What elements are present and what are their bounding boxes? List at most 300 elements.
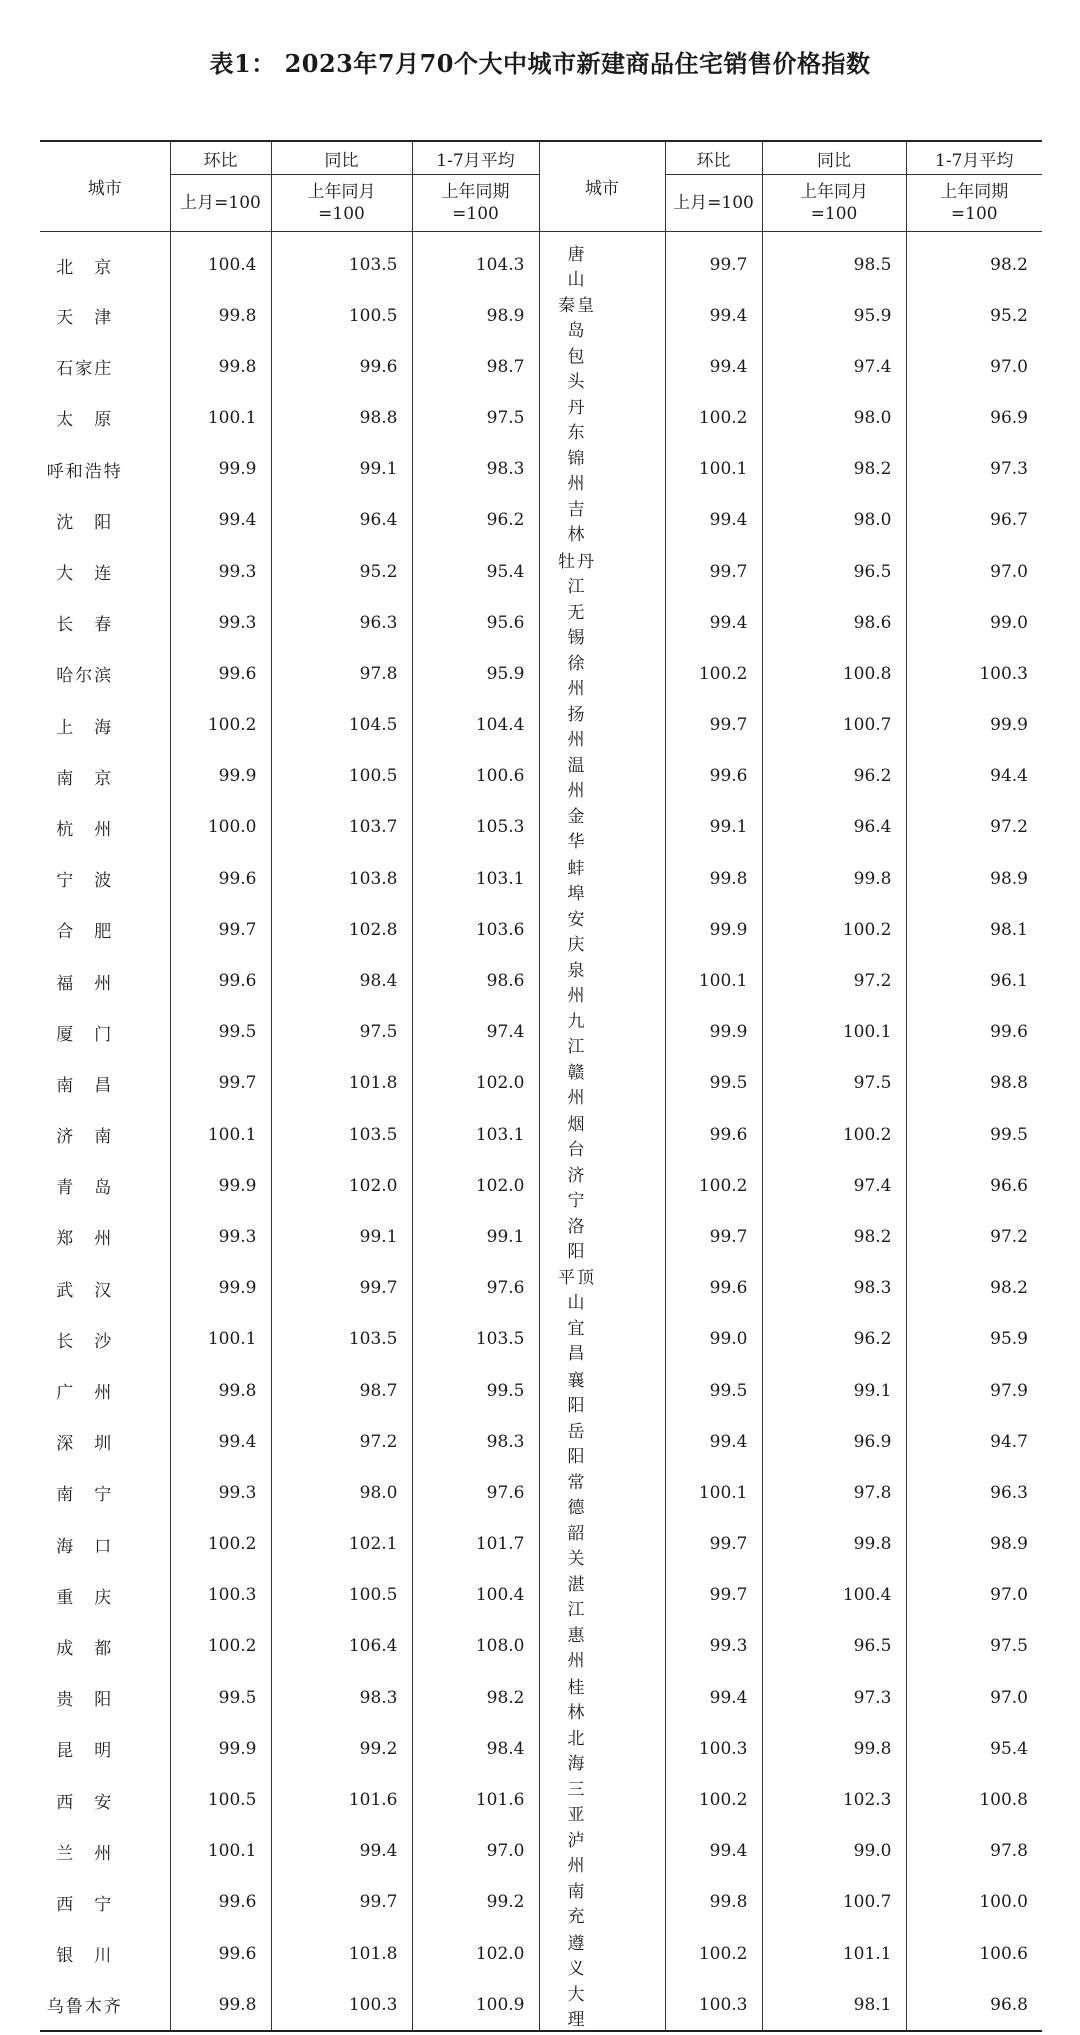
city-left-cell: 呼和浩特 bbox=[46, 461, 123, 482]
avg-header-left: 1-7月平均 bbox=[412, 141, 539, 175]
yoy-left-cell: 103.8 bbox=[271, 853, 412, 904]
table-row bbox=[40, 597, 1042, 648]
table-row bbox=[40, 1672, 1042, 1723]
city-left-cell: 济 南 bbox=[56, 1127, 114, 1148]
yoy-right-cell: 98.6 bbox=[762, 597, 906, 648]
yoy-left-cell: 100.5 bbox=[271, 751, 412, 802]
mom-left-cell: 100.5 bbox=[170, 1774, 271, 1825]
avg-left-cell: 98.2 bbox=[412, 1672, 539, 1723]
yoy-right-cell: 98.3 bbox=[762, 1263, 906, 1314]
yoy-header-right: 同比 bbox=[762, 141, 906, 175]
table-row bbox=[40, 1160, 1042, 1211]
avg-right-cell: 97.2 bbox=[906, 802, 1042, 853]
city-left-cell: 哈尔滨 bbox=[56, 666, 114, 687]
city-right-cell: 惠 州 bbox=[539, 1621, 665, 1672]
yoy-right-cell: 98.2 bbox=[762, 444, 906, 495]
mom-right-cell: 100.1 bbox=[665, 1467, 762, 1518]
table-row bbox=[40, 1570, 1042, 1621]
mom-right-cell: 99.6 bbox=[665, 1109, 762, 1160]
mom-base-left: 上月=100 bbox=[170, 175, 271, 232]
avg-right-cell: 97.3 bbox=[906, 444, 1042, 495]
mom-right-cell: 99.5 bbox=[665, 1365, 762, 1416]
mom-base-right: 上月=100 bbox=[665, 175, 762, 232]
mom-left-cell: 99.6 bbox=[170, 853, 271, 904]
yoy-left-cell: 100.3 bbox=[271, 1979, 412, 2031]
avg-left-cell: 95.6 bbox=[412, 597, 539, 648]
avg-right-cell: 97.0 bbox=[906, 341, 1042, 392]
yoy-right-cell: 100.2 bbox=[762, 1109, 906, 1160]
yoy-right-cell: 98.0 bbox=[762, 495, 906, 546]
yoy-right-cell: 100.2 bbox=[762, 904, 906, 955]
city-right-cell: 北 海 bbox=[539, 1723, 665, 1774]
city-right-cell: 桂 林 bbox=[539, 1672, 665, 1723]
yoy-left-cell: 101.6 bbox=[271, 1774, 412, 1825]
table-row bbox=[40, 700, 1042, 751]
avg-right-cell: 97.8 bbox=[906, 1826, 1042, 1877]
mom-left-cell: 99.4 bbox=[170, 1416, 271, 1467]
mom-left-cell: 99.7 bbox=[170, 1058, 271, 1109]
table-row bbox=[40, 232, 1042, 291]
city-left-cell: 深 圳 bbox=[56, 1434, 114, 1455]
city-left-cell: 西 宁 bbox=[56, 1894, 114, 1915]
yoy-right-cell: 96.5 bbox=[762, 1621, 906, 1672]
mom-right-cell: 99.4 bbox=[665, 290, 762, 341]
table-row bbox=[40, 853, 1042, 904]
city-right-cell: 扬 州 bbox=[539, 700, 665, 751]
mom-left-cell: 99.9 bbox=[170, 1723, 271, 1774]
yoy-left-cell: 99.6 bbox=[271, 341, 412, 392]
table-row bbox=[40, 290, 1042, 341]
city-left-cell: 宁 波 bbox=[56, 871, 114, 892]
avg-base-right: 上年同期 =100 bbox=[906, 175, 1042, 232]
avg-left-cell: 97.6 bbox=[412, 1467, 539, 1518]
avg-left-cell: 108.0 bbox=[412, 1621, 539, 1672]
table-row bbox=[40, 1928, 1042, 1979]
city-left-cell: 石家庄 bbox=[56, 359, 114, 380]
table-row bbox=[40, 1877, 1042, 1928]
table-row bbox=[40, 1519, 1042, 1570]
avg-right-cell: 97.9 bbox=[906, 1365, 1042, 1416]
yoy-left-cell: 98.4 bbox=[271, 955, 412, 1006]
table-row bbox=[40, 1826, 1042, 1877]
city-left-cell: 沈 阳 bbox=[56, 512, 114, 533]
city-left-cell: 天 津 bbox=[56, 308, 114, 329]
city-left-cell: 长 春 bbox=[56, 615, 114, 636]
yoy-left-cell: 103.5 bbox=[271, 1314, 412, 1365]
mom-right-cell: 100.1 bbox=[665, 444, 762, 495]
table-row bbox=[40, 495, 1042, 546]
table-row bbox=[40, 751, 1042, 802]
yoy-left-cell: 100.5 bbox=[271, 290, 412, 341]
avg-right-cell: 96.1 bbox=[906, 955, 1042, 1006]
mom-left-cell: 99.5 bbox=[170, 1007, 271, 1058]
city-left-cell: 福 州 bbox=[56, 973, 114, 994]
city-right-cell: 丹 东 bbox=[539, 392, 665, 443]
yoy-right-cell: 98.5 bbox=[762, 232, 906, 291]
yoy-right-cell: 96.2 bbox=[762, 751, 906, 802]
city-right-cell: 秦皇岛 bbox=[539, 290, 665, 341]
mom-left-cell: 100.1 bbox=[170, 1109, 271, 1160]
avg-left-cell: 103.1 bbox=[412, 1109, 539, 1160]
city-right-cell: 常 德 bbox=[539, 1467, 665, 1518]
yoy-left-cell: 98.8 bbox=[271, 392, 412, 443]
mom-right-cell: 99.7 bbox=[665, 1570, 762, 1621]
mom-right-cell: 99.3 bbox=[665, 1621, 762, 1672]
avg-right-cell: 98.2 bbox=[906, 232, 1042, 291]
avg-left-cell: 100.6 bbox=[412, 751, 539, 802]
avg-right-cell: 99.6 bbox=[906, 1007, 1042, 1058]
avg-left-cell: 105.3 bbox=[412, 802, 539, 853]
avg-left-cell: 103.5 bbox=[412, 1314, 539, 1365]
avg-left-cell: 95.4 bbox=[412, 546, 539, 597]
city-right-cell: 洛 阳 bbox=[539, 1211, 665, 1262]
city-right-cell: 锦 州 bbox=[539, 444, 665, 495]
yoy-left-cell: 96.3 bbox=[271, 597, 412, 648]
mom-right-cell: 99.7 bbox=[665, 1519, 762, 1570]
yoy-left-cell: 98.0 bbox=[271, 1467, 412, 1518]
table-row bbox=[40, 1263, 1042, 1314]
city-left-cell: 成 都 bbox=[56, 1638, 114, 1659]
avg-right-cell: 97.0 bbox=[906, 1570, 1042, 1621]
yoy-left-cell: 97.8 bbox=[271, 648, 412, 699]
yoy-right-cell: 100.7 bbox=[762, 1877, 906, 1928]
avg-left-cell: 99.1 bbox=[412, 1211, 539, 1262]
city-left-cell: 大 连 bbox=[56, 564, 114, 585]
avg-left-cell: 99.2 bbox=[412, 1877, 539, 1928]
avg-left-cell: 102.0 bbox=[412, 1160, 539, 1211]
city-right-cell: 岳 阳 bbox=[539, 1416, 665, 1467]
avg-left-cell: 101.6 bbox=[412, 1774, 539, 1825]
city-right-cell: 泉 州 bbox=[539, 955, 665, 1006]
yoy-right-cell: 99.0 bbox=[762, 1826, 906, 1877]
mom-right-cell: 99.7 bbox=[665, 1211, 762, 1262]
city-header-right: 城市 bbox=[539, 141, 665, 232]
city-right-cell: 济 宁 bbox=[539, 1160, 665, 1211]
yoy-right-cell: 96.9 bbox=[762, 1416, 906, 1467]
yoy-right-cell: 100.4 bbox=[762, 1570, 906, 1621]
city-left-cell: 南 宁 bbox=[56, 1485, 114, 1506]
city-right-cell: 徐 州 bbox=[539, 648, 665, 699]
table-row bbox=[40, 444, 1042, 495]
avg-left-cell: 95.9 bbox=[412, 648, 539, 699]
city-right-cell: 金 华 bbox=[539, 802, 665, 853]
yoy-left-cell: 100.5 bbox=[271, 1570, 412, 1621]
yoy-left-cell: 102.1 bbox=[271, 1519, 412, 1570]
avg-left-cell: 104.3 bbox=[412, 232, 539, 291]
table-row bbox=[40, 392, 1042, 443]
avg-left-cell: 98.9 bbox=[412, 290, 539, 341]
yoy-left-cell: 99.2 bbox=[271, 1723, 412, 1774]
city-right-cell: 泸 州 bbox=[539, 1826, 665, 1877]
avg-right-cell: 95.4 bbox=[906, 1723, 1042, 1774]
avg-right-cell: 97.0 bbox=[906, 1672, 1042, 1723]
avg-right-cell: 96.6 bbox=[906, 1160, 1042, 1211]
yoy-right-cell: 98.1 bbox=[762, 1979, 906, 2031]
yoy-left-cell: 102.8 bbox=[271, 904, 412, 955]
avg-right-cell: 99.9 bbox=[906, 700, 1042, 751]
city-left-cell: 厦 门 bbox=[56, 1024, 114, 1045]
mom-left-cell: 99.9 bbox=[170, 751, 271, 802]
mom-left-cell: 100.2 bbox=[170, 700, 271, 751]
yoy-left-cell: 99.7 bbox=[271, 1263, 412, 1314]
yoy-left-cell: 101.8 bbox=[271, 1928, 412, 1979]
avg-right-cell: 100.3 bbox=[906, 648, 1042, 699]
avg-right-cell: 97.2 bbox=[906, 1211, 1042, 1262]
yoy-right-cell: 96.5 bbox=[762, 546, 906, 597]
city-left-cell: 青 岛 bbox=[56, 1178, 114, 1199]
mom-right-cell: 99.6 bbox=[665, 751, 762, 802]
mom-left-cell: 99.8 bbox=[170, 341, 271, 392]
mom-left-cell: 100.2 bbox=[170, 1519, 271, 1570]
city-right-cell: 遵 义 bbox=[539, 1928, 665, 1979]
avg-right-cell: 99.0 bbox=[906, 597, 1042, 648]
avg-right-cell: 97.0 bbox=[906, 546, 1042, 597]
avg-left-cell: 104.4 bbox=[412, 700, 539, 751]
yoy-left-cell: 106.4 bbox=[271, 1621, 412, 1672]
mom-right-cell: 100.2 bbox=[665, 392, 762, 443]
table-row bbox=[40, 1467, 1042, 1518]
avg-left-cell: 96.2 bbox=[412, 495, 539, 546]
table-title: 表1： 2023年7月70个大中城市新建商品住宅销售价格指数 bbox=[209, 49, 871, 78]
yoy-right-cell: 98.0 bbox=[762, 392, 906, 443]
table-body bbox=[40, 232, 1042, 2032]
mom-right-cell: 99.7 bbox=[665, 700, 762, 751]
city-right-cell: 大 理 bbox=[539, 1979, 665, 2031]
city-right-cell: 烟 台 bbox=[539, 1109, 665, 1160]
mom-left-cell: 99.9 bbox=[170, 444, 271, 495]
mom-header-right: 环比 bbox=[665, 141, 762, 175]
table-row bbox=[40, 1621, 1042, 1672]
avg-right-cell: 98.9 bbox=[906, 853, 1042, 904]
yoy-right-cell: 95.9 bbox=[762, 290, 906, 341]
city-left-cell: 海 口 bbox=[56, 1536, 114, 1557]
avg-right-cell: 99.5 bbox=[906, 1109, 1042, 1160]
city-right-cell: 宜 昌 bbox=[539, 1314, 665, 1365]
mom-right-cell: 99.4 bbox=[665, 597, 762, 648]
city-right-cell: 牡丹江 bbox=[539, 546, 665, 597]
avg-right-cell: 94.4 bbox=[906, 751, 1042, 802]
city-left-cell: 贵 阳 bbox=[56, 1690, 114, 1711]
yoy-left-cell: 99.7 bbox=[271, 1877, 412, 1928]
mom-left-cell: 99.3 bbox=[170, 597, 271, 648]
table-row bbox=[40, 1058, 1042, 1109]
table-row bbox=[40, 955, 1042, 1006]
table-row bbox=[40, 1979, 1042, 2031]
mom-right-cell: 99.4 bbox=[665, 1416, 762, 1467]
table-row bbox=[40, 1723, 1042, 1774]
table-row bbox=[40, 1365, 1042, 1416]
mom-left-cell: 99.3 bbox=[170, 1467, 271, 1518]
yoy-left-cell: 99.1 bbox=[271, 1211, 412, 1262]
city-left-cell: 银 川 bbox=[56, 1946, 114, 1967]
yoy-left-cell: 103.5 bbox=[271, 232, 412, 291]
city-header-left: 城市 bbox=[40, 141, 170, 232]
avg-left-cell: 97.5 bbox=[412, 392, 539, 443]
table-row bbox=[40, 546, 1042, 597]
mom-right-cell: 99.4 bbox=[665, 341, 762, 392]
city-left-cell: 重 庆 bbox=[56, 1587, 114, 1608]
avg-right-cell: 100.8 bbox=[906, 1774, 1042, 1825]
avg-left-cell: 101.7 bbox=[412, 1519, 539, 1570]
yoy-left-cell: 102.0 bbox=[271, 1160, 412, 1211]
mom-right-cell: 99.4 bbox=[665, 1672, 762, 1723]
mom-left-cell: 99.5 bbox=[170, 1672, 271, 1723]
yoy-left-cell: 96.4 bbox=[271, 495, 412, 546]
yoy-right-cell: 98.2 bbox=[762, 1211, 906, 1262]
mom-right-cell: 100.3 bbox=[665, 1979, 762, 2031]
mom-left-cell: 99.3 bbox=[170, 546, 271, 597]
avg-right-cell: 98.8 bbox=[906, 1058, 1042, 1109]
avg-base-left: 上年同期 =100 bbox=[412, 175, 539, 232]
city-right-cell: 平顶山 bbox=[539, 1263, 665, 1314]
city-right-cell: 蚌 埠 bbox=[539, 853, 665, 904]
city-right-cell: 无 锡 bbox=[539, 597, 665, 648]
city-right-cell: 温 州 bbox=[539, 751, 665, 802]
mom-left-cell: 99.9 bbox=[170, 1263, 271, 1314]
mom-right-cell: 99.0 bbox=[665, 1314, 762, 1365]
city-left-cell: 杭 州 bbox=[56, 819, 114, 840]
city-left-cell: 南 昌 bbox=[56, 1075, 114, 1096]
yoy-left-cell: 103.5 bbox=[271, 1109, 412, 1160]
yoy-left-cell: 99.4 bbox=[271, 1826, 412, 1877]
table-row bbox=[40, 904, 1042, 955]
yoy-right-cell: 101.1 bbox=[762, 1928, 906, 1979]
avg-left-cell: 98.7 bbox=[412, 341, 539, 392]
yoy-left-cell: 103.7 bbox=[271, 802, 412, 853]
mom-left-cell: 100.3 bbox=[170, 1570, 271, 1621]
table-row bbox=[40, 1774, 1042, 1825]
city-left-cell: 太 原 bbox=[56, 410, 114, 431]
yoy-left-cell: 98.3 bbox=[271, 1672, 412, 1723]
avg-left-cell: 102.0 bbox=[412, 1928, 539, 1979]
city-left-cell: 合 肥 bbox=[56, 922, 114, 943]
mom-left-cell: 99.8 bbox=[170, 1979, 271, 2031]
mom-left-cell: 99.6 bbox=[170, 648, 271, 699]
city-left-cell: 武 汉 bbox=[56, 1280, 114, 1301]
avg-right-cell: 96.8 bbox=[906, 1979, 1042, 2031]
yoy-right-cell: 102.3 bbox=[762, 1774, 906, 1825]
mom-right-cell: 99.7 bbox=[665, 232, 762, 291]
mom-left-cell: 100.0 bbox=[170, 802, 271, 853]
city-left-cell: 北 京 bbox=[56, 257, 114, 278]
mom-right-cell: 99.8 bbox=[665, 1877, 762, 1928]
avg-left-cell: 99.5 bbox=[412, 1365, 539, 1416]
city-right-cell: 韶 关 bbox=[539, 1519, 665, 1570]
yoy-base-right: 上年同月 =100 bbox=[762, 175, 906, 232]
mom-left-cell: 100.1 bbox=[170, 1314, 271, 1365]
city-right-cell: 安 庆 bbox=[539, 904, 665, 955]
table-row bbox=[40, 648, 1042, 699]
city-right-cell: 湛 江 bbox=[539, 1570, 665, 1621]
yoy-right-cell: 99.8 bbox=[762, 1519, 906, 1570]
yoy-left-cell: 98.7 bbox=[271, 1365, 412, 1416]
city-right-cell: 九 江 bbox=[539, 1007, 665, 1058]
avg-right-cell: 96.7 bbox=[906, 495, 1042, 546]
mom-right-cell: 99.9 bbox=[665, 1007, 762, 1058]
table-row bbox=[40, 1109, 1042, 1160]
avg-left-cell: 100.9 bbox=[412, 1979, 539, 2031]
avg-header-right: 1-7月平均 bbox=[906, 141, 1042, 175]
avg-right-cell: 96.9 bbox=[906, 392, 1042, 443]
mom-left-cell: 99.3 bbox=[170, 1211, 271, 1262]
city-right-cell: 南 充 bbox=[539, 1877, 665, 1928]
mom-right-cell: 99.5 bbox=[665, 1058, 762, 1109]
table-row bbox=[40, 802, 1042, 853]
mom-left-cell: 99.4 bbox=[170, 495, 271, 546]
avg-left-cell: 97.4 bbox=[412, 1007, 539, 1058]
yoy-header-left: 同比 bbox=[271, 141, 412, 175]
mom-right-cell: 100.2 bbox=[665, 1928, 762, 1979]
avg-right-cell: 100.0 bbox=[906, 1877, 1042, 1928]
avg-left-cell: 103.1 bbox=[412, 853, 539, 904]
mom-left-cell: 100.2 bbox=[170, 1621, 271, 1672]
mom-right-cell: 100.1 bbox=[665, 955, 762, 1006]
avg-left-cell: 98.6 bbox=[412, 955, 539, 1006]
yoy-left-cell: 97.2 bbox=[271, 1416, 412, 1467]
mom-header-left: 环比 bbox=[170, 141, 271, 175]
avg-right-cell: 98.2 bbox=[906, 1263, 1042, 1314]
city-left-cell: 郑 州 bbox=[56, 1229, 114, 1250]
yoy-left-cell: 99.1 bbox=[271, 444, 412, 495]
city-left-cell: 西 安 bbox=[56, 1792, 114, 1813]
city-left-cell: 昆 明 bbox=[56, 1741, 114, 1762]
avg-right-cell: 97.5 bbox=[906, 1621, 1042, 1672]
mom-right-cell: 99.7 bbox=[665, 546, 762, 597]
yoy-right-cell: 97.3 bbox=[762, 1672, 906, 1723]
city-left-cell: 南 京 bbox=[56, 768, 114, 789]
yoy-right-cell: 97.4 bbox=[762, 341, 906, 392]
mom-left-cell: 99.7 bbox=[170, 904, 271, 955]
yoy-base-left: 上年同月 =100 bbox=[271, 175, 412, 232]
avg-left-cell: 97.0 bbox=[412, 1826, 539, 1877]
avg-right-cell: 96.3 bbox=[906, 1467, 1042, 1518]
avg-left-cell: 98.3 bbox=[412, 1416, 539, 1467]
avg-left-cell: 98.3 bbox=[412, 444, 539, 495]
table-row bbox=[40, 1416, 1042, 1467]
city-left-cell: 上 海 bbox=[56, 717, 114, 738]
mom-left-cell: 99.6 bbox=[170, 955, 271, 1006]
yoy-left-cell: 95.2 bbox=[271, 546, 412, 597]
mom-right-cell: 99.6 bbox=[665, 1263, 762, 1314]
avg-right-cell: 98.9 bbox=[906, 1519, 1042, 1570]
city-left-cell: 广 州 bbox=[56, 1383, 114, 1404]
city-right-cell: 吉 林 bbox=[539, 495, 665, 546]
yoy-left-cell: 101.8 bbox=[271, 1058, 412, 1109]
mom-right-cell: 99.8 bbox=[665, 853, 762, 904]
yoy-right-cell: 96.4 bbox=[762, 802, 906, 853]
mom-left-cell: 100.1 bbox=[170, 1826, 271, 1877]
avg-left-cell: 98.4 bbox=[412, 1723, 539, 1774]
yoy-right-cell: 97.8 bbox=[762, 1467, 906, 1518]
mom-right-cell: 99.9 bbox=[665, 904, 762, 955]
table-row bbox=[40, 1211, 1042, 1262]
yoy-right-cell: 99.8 bbox=[762, 1723, 906, 1774]
price-index-table bbox=[40, 140, 1042, 2032]
mom-right-cell: 100.3 bbox=[665, 1723, 762, 1774]
table-row bbox=[40, 341, 1042, 392]
yoy-right-cell: 97.4 bbox=[762, 1160, 906, 1211]
avg-left-cell: 102.0 bbox=[412, 1058, 539, 1109]
yoy-right-cell: 100.8 bbox=[762, 648, 906, 699]
yoy-left-cell: 97.5 bbox=[271, 1007, 412, 1058]
yoy-right-cell: 99.8 bbox=[762, 853, 906, 904]
avg-left-cell: 103.6 bbox=[412, 904, 539, 955]
mom-left-cell: 99.8 bbox=[170, 1365, 271, 1416]
mom-left-cell: 100.1 bbox=[170, 392, 271, 443]
city-left-cell: 兰 州 bbox=[56, 1843, 114, 1864]
mom-right-cell: 100.2 bbox=[665, 648, 762, 699]
city-left-cell: 长 沙 bbox=[56, 1331, 114, 1352]
